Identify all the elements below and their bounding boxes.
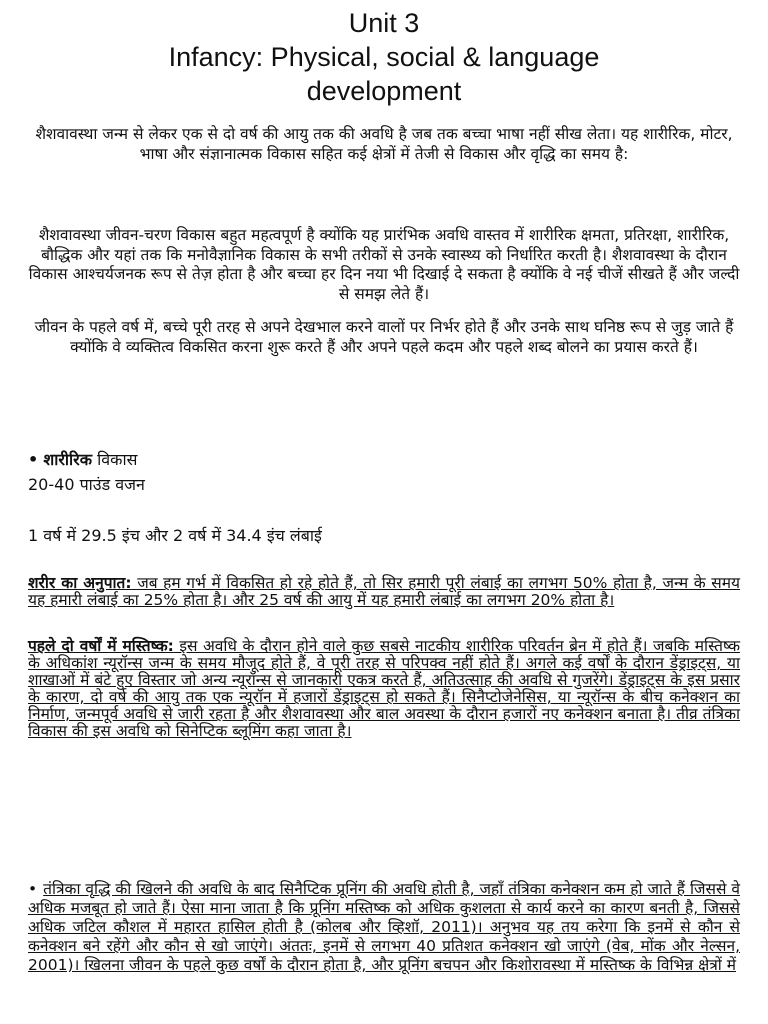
document-title <box>0 6 768 108</box>
body-proportion-paragraph <box>28 575 740 609</box>
intro-paragraph-2: शैशवावस्था जीवन-चरण विकास बहुत महत्वपूर्ण है क्योंकि यह प्रारंभिक अवधि वास्तव में शारीरिक क्षमता, प्रतिरक्षा, शारीरिक, बौद्धिक और यहां तक कि मनोवैज्ञानिक विकास के सभी तरीकों से उनके स्वास्थ्य को निर्धारित करती है। शैशवावस्था के दौरान विकास आश्चर्यजनक रूप से तेज़ होता है और बच्चा हर दिन नया भी दिखाई दे सकता है क्योंकि वे नई चीजें सीखते हैं और जल्दी से समझ लेते हैं। <box>28 226 740 303</box>
physical-development-heading <box>28 448 738 472</box>
bullet-marker: • <box>28 450 39 469</box>
title-line-2: development <box>306 76 462 106</box>
bullet-marker: • <box>28 880 38 898</box>
brain-text: इस अवधि के दौरान होने वाले कुछ सबसे नाटकीय शारीरिक परिवर्तन ब्रेन में होते हैं। जबकि मस्तिष्क के अधिकांश न्यूरॉन्स जन्म के समय मौजूद होते हैं, वे पूरी तरह से परिपक्व नहीं होते हैं। अगले कई वर्षों के दौरान डेंड्राइट्स, या शाखाओं में बंटे हुए विस्तार जो अन्य न्यूरॉन्स से जानकारी एकत्र करते हैं, अतिउत्साह की अवधि से गुजरेंगे। डेंड्राइट्स के इस प्रसार के कारण, दो वर्ष की आयु तक एक न्यूरॉन में हजारों डेंड्राइट्स हो सकते हैं। सिनैप्टोजेनेसिस, या न्यूरॉन्स के बीच कनेक्शन का निर्माण, जन्मपूर्व अवधि से जारी रहता है और शैशवावस्था और बाल अवस्था के दौरान हजारों नए कनेक्शन बनाता है। तीव्र तंत्रिका विकास की इस अवधि को सिनेप्टिक ब्लूमिंग कहा जाता है। <box>28 637 740 740</box>
body-proportion-text: जब हम गर्भ में विकसित हो रहे होते हैं, तो सिर हमारी पूरी लंबाई का लगभग 50% होता है, जन्म के समय यह हमारी लंबाई का 25% होता है। और 25 वर्ष की आयु में यह हमारी लंबाई का लगभग 20% होता है। <box>28 574 740 609</box>
pruning-paragraph <box>28 880 740 975</box>
weight-line: 20-40 पाउंड वजन <box>28 475 145 494</box>
intro-paragraph-1: शैशवावस्था जन्म से लेकर एक से दो वर्ष की आयु तक की अवधि है जब तक बच्चा भाषा नहीं सीख लेता। यह शारीरिक, मोटर, भाषा और संज्ञानात्मक विकास सहित कई क्षेत्रों में तेजी से विकास और वृद्धि का समय है: <box>35 125 733 163</box>
brain-paragraph <box>28 638 740 740</box>
title-line-1: Infancy: Physical, social & language <box>168 42 600 72</box>
brain-lead: पहले दो वर्षों में मस्तिष्क: <box>28 637 174 655</box>
pruning-text: तंत्रिका वृद्धि की खिलने की अवधि के बाद सिनैप्टिक प्रूनिंग की अवधि होती है, जहाँ तंत्रिका कनेक्शन कम हो जाते हैं जिससे वे अधिक मजबूत हो जाते हैं। ऐसा माना जाता है कि प्रूनिंग मस्तिष्क को अधिक कुशलता से कार्य करने का कारण बनती है, जिससे अधिक जटिल कौशल में महारत हासिल होती है (कोलब और व्हिशॉ, 2011)। अनुभव यह तय करेगा कि इनमें से कौन से कनेक्शन बने रहेंगे और कौन से खो जाएंगे। अंततः, इनमें से लगभग 40 प्रतिशत कनेक्शन खो जाएंगे (वेब, मोंक और नेल्सन, 2001)। खिलना जीवन के पहले कुछ वर्षों के दौरान होता है, और प्रूनिंग बचपन और किशोरावस्था में मस्तिष्क के विभिन्न क्षेत्रों में <box>28 880 740 974</box>
unit-label: Unit 3 <box>348 8 420 38</box>
heading-bold: शारीरिक <box>43 450 93 469</box>
intro-paragraph-3: जीवन के पहले वर्ष में, बच्चे पूरी तरह से अपने देखभाल करने वालों पर निर्भर होते हैं और उनके साथ घनिष्ठ रूप से जुड़ जाते हैं क्योंकि वे व्यक्तित्व विकसित करना शुरू करते हैं और अपने पहले कदम और पहले शब्द बोलने का प्रयास करते हैं। <box>34 318 734 356</box>
heading-rest: विकास <box>92 450 138 469</box>
height-line: 1 वर्ष में 29.5 इंच और 2 वर्ष में 34.4 इंच लंबाई <box>28 526 322 545</box>
body-proportion-lead: शरीर का अनुपात: <box>28 574 132 592</box>
